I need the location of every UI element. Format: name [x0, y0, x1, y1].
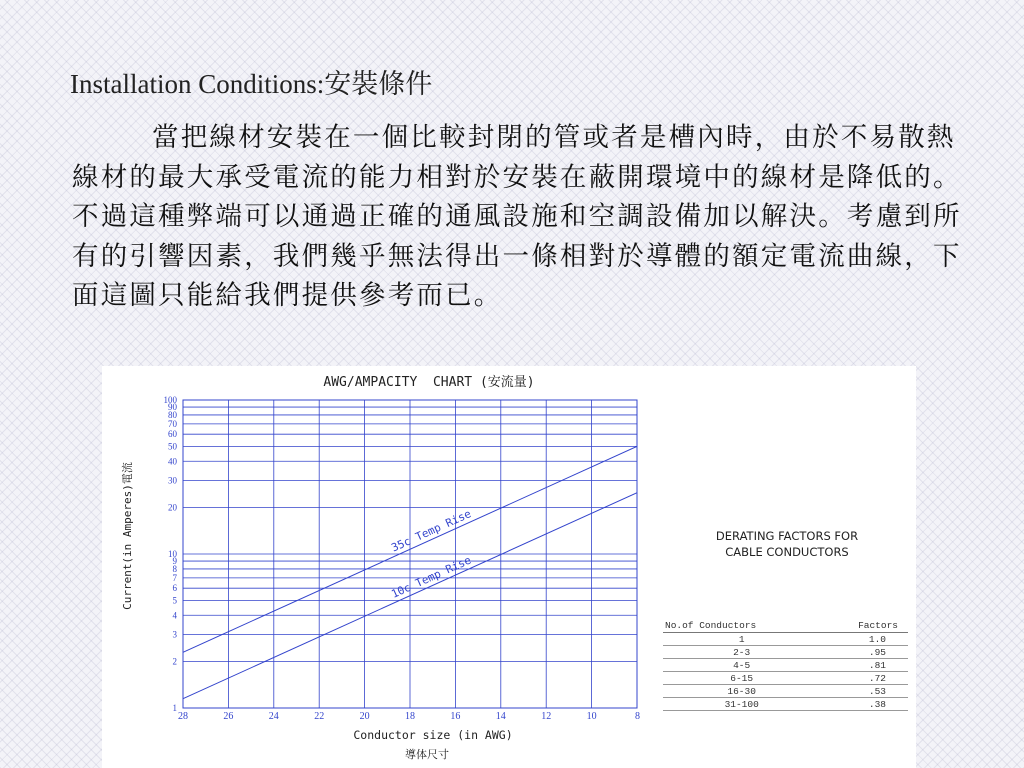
- y-tick-label: 1: [172, 703, 177, 713]
- series-label: 10c Temp Rise: [389, 553, 474, 601]
- y-tick-label: 90: [168, 402, 177, 413]
- table-row: [663, 685, 908, 698]
- table-row: [663, 672, 908, 685]
- tick-labels: [164, 395, 641, 722]
- y-tick-label: 6: [172, 583, 177, 594]
- x-tick-label: 26: [223, 711, 234, 722]
- y-tick-label: 5: [172, 595, 177, 606]
- y-tick-label: 60: [168, 429, 177, 440]
- factor-cell: .95: [820, 646, 908, 659]
- conductors-cell: 6-15: [663, 672, 820, 685]
- series-label: 35c Temp Rise: [389, 507, 474, 555]
- x-tick-label: 16: [450, 711, 461, 722]
- x-tick-label: 8: [635, 711, 640, 722]
- y-tick-label: 9: [172, 556, 177, 567]
- slide-title: Installation Conditions:安裝條件: [70, 69, 433, 99]
- factor-cell: .72: [820, 672, 908, 685]
- y-tick-label: 10: [168, 549, 177, 559]
- conductors-cell: 16-30: [663, 685, 820, 698]
- y-tick-label: 2: [172, 656, 177, 667]
- x-tick-label: 18: [405, 711, 415, 722]
- x-tick-label: 24: [268, 711, 279, 722]
- x-tick-label: 10: [586, 711, 597, 722]
- derating-title: DERATING FACTORS FOR CABLE CONDUCTORS: [715, 529, 859, 559]
- factor-cell: .81: [820, 659, 908, 672]
- y-tick-label: 3: [172, 629, 177, 640]
- factor-cell: 1.0: [820, 633, 908, 646]
- factor-cell: .53: [820, 685, 908, 698]
- y-tick-label: 40: [168, 456, 177, 467]
- conductors-cell: 31-100: [663, 698, 820, 711]
- factor-cell: .38: [820, 698, 908, 711]
- y-tick-label: 20: [168, 502, 177, 513]
- x-tick-label: 28: [178, 711, 188, 722]
- x-tick-label: 22: [314, 711, 325, 722]
- header-conductors: No.of Conductors: [663, 619, 820, 633]
- conductors-cell: 1: [663, 633, 820, 646]
- table-row: [663, 698, 908, 711]
- conductors-cell: 4-5: [663, 659, 820, 672]
- table-row: [663, 633, 908, 646]
- table-row: [663, 659, 908, 672]
- y-tick-label: 8: [172, 563, 177, 574]
- x-tick-label: 20: [359, 711, 370, 722]
- y-tick-label: 80: [168, 409, 177, 420]
- y-tick-label: 100: [163, 395, 177, 405]
- y-tick-label: 30: [168, 475, 177, 486]
- header-factors: Factors: [820, 619, 908, 633]
- x-axis-label: Conductor size (in AWG): [353, 728, 513, 742]
- conductors-cell: 2-3: [663, 646, 820, 659]
- y-tick-label: 7: [172, 572, 177, 583]
- derating-header-row: [663, 619, 908, 633]
- y-tick-label: 4: [172, 610, 177, 621]
- x-axis-sublabel: 導体尺寸: [405, 748, 449, 761]
- x-tick-label: 12: [541, 711, 552, 722]
- grid: [183, 400, 637, 708]
- chart-panel: [102, 366, 916, 768]
- y-tick-label: 70: [168, 418, 177, 429]
- y-tick-label: 50: [168, 441, 177, 452]
- y-axis-label: Current(in Amperes)電流: [121, 462, 134, 610]
- chart-title: AWG/AMPACITY CHART (安流量): [323, 375, 535, 390]
- derating-table: [663, 619, 908, 711]
- body-paragraph: 當把線材安裝在一個比較封閉的管或者是槽內時，由於不易散熱線材的最大承受電流的能力相對於安裝在蔽開環境中的線材是降低的。不過這種弊端可以通過正確的通風設施和空調設備加以解決。考慮到所有的引響因素，我們幾乎無法得出一條相對於導體的額定電流曲線，下面這圖只能給我們提供參考而已。: [72, 122, 962, 311]
- table-row: [663, 646, 908, 659]
- x-tick-label: 14: [495, 711, 506, 722]
